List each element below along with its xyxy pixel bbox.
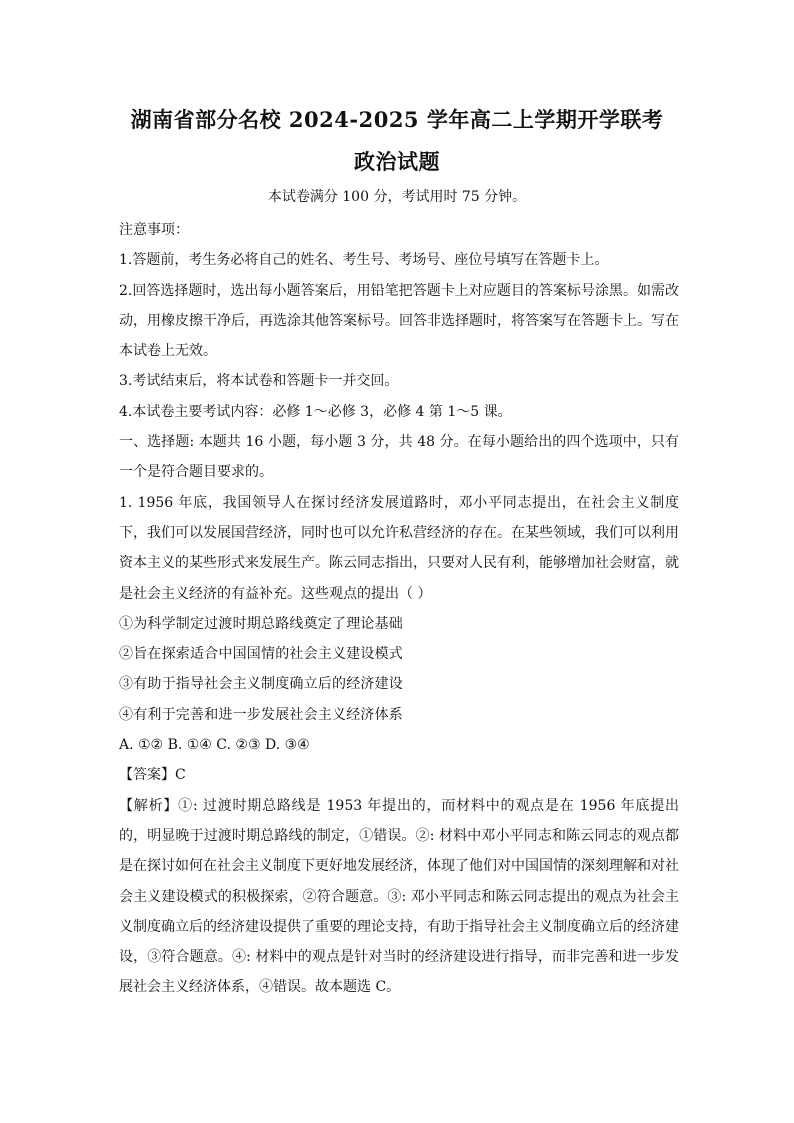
answer-choices: A. ①② B. ①④ C. ②③ D. ③④: [119, 737, 310, 754]
note-item-2: 2.回答选择题时，选出每小题答案后，用铅笔把答题卡上对应题目的答案标号涂黑。如需改动，用橡皮擦干净后，再选涂其他答案标号。回答非选择题时，将答案写在答题卡上。写在本试卷上无效。: [119, 282, 679, 360]
statement-2: ②旨在探索适合中国国情的社会主义建设模式: [119, 646, 403, 663]
note-item-3: 3.考试结束后，将本试卷和答题卡一并交回。: [119, 373, 399, 390]
statement-3: ③有助于指导社会主义制度确立后的经济建设: [119, 676, 403, 693]
note-item-1: 1.答题前，考生务必将自己的姓名、考生号、考场号、座位号填写在答题卡上。: [119, 252, 609, 269]
notes-heading: 注意事项：: [119, 222, 189, 238]
statement-1: ①为科学制定过渡时期总路线奠定了理论基础: [119, 615, 403, 632]
section-heading: 一、选择题: 本题共 16 小题，每小题 3 分，共 48 分。在每小题给出的四个选项中，只有一个是符合题目要求的。: [119, 434, 679, 481]
statement-4: ④有利于完善和进一步发展社会主义经济体系: [119, 706, 403, 723]
document-title: 湖南省部分名校 2024-2025 学年高二上学期开学联考: [130, 107, 664, 132]
document-subject-title: 政治试题: [354, 149, 440, 174]
document-body: [119, 215, 679, 1003]
note-item-4: 4.本试卷主要考试内容：必修 1～必修 3，必修 4 第 1～5 课。: [119, 403, 512, 420]
analysis-paragraph: 【解析】①: 过渡时期总路线是 1953 年提出的，而材料中的观点是在 1956 年底提出的，明显晚于过渡时期总路线的制定，①错误。②: 材料中邓小平同志和陈云同志的观点都是在探讨如何在社会主义制度下更好地发展经济，体现了他们对中国国情的深刻理解和对社会主义建设模式的积极探索，②符合题意。③: 邓小平同志和陈云同志提出的观点为社会主义制度确立后的经济建设提供了重要的理论支持，有助于指导社会主义制度确立后的经济建设，③符合题意。④: 材料中的观点是针对当时的经济建设进行指导，而非完善和进一步发展社会主义经济体系，④错误。故本题选 C。: [119, 797, 679, 996]
exam-info: 本试卷满分 100 分，考试用时 75 分钟。: [267, 189, 527, 205]
question-stem: 1. 1956 年底，我国领导人在探讨经济发展道路时，邓小平同志提出，在社会主义制度下，我们可以发展国营经济，同时也可以允许私营经济的存在。在某些领域，我们可以利用资本主义的某些形式来发展生产。陈云同志指出，只要对人民有利，能够增加社会财富，就是社会主义经济的有益补充。这些观点的提出（ ）: [119, 494, 679, 602]
answer-line: 【答案】C: [119, 767, 186, 784]
